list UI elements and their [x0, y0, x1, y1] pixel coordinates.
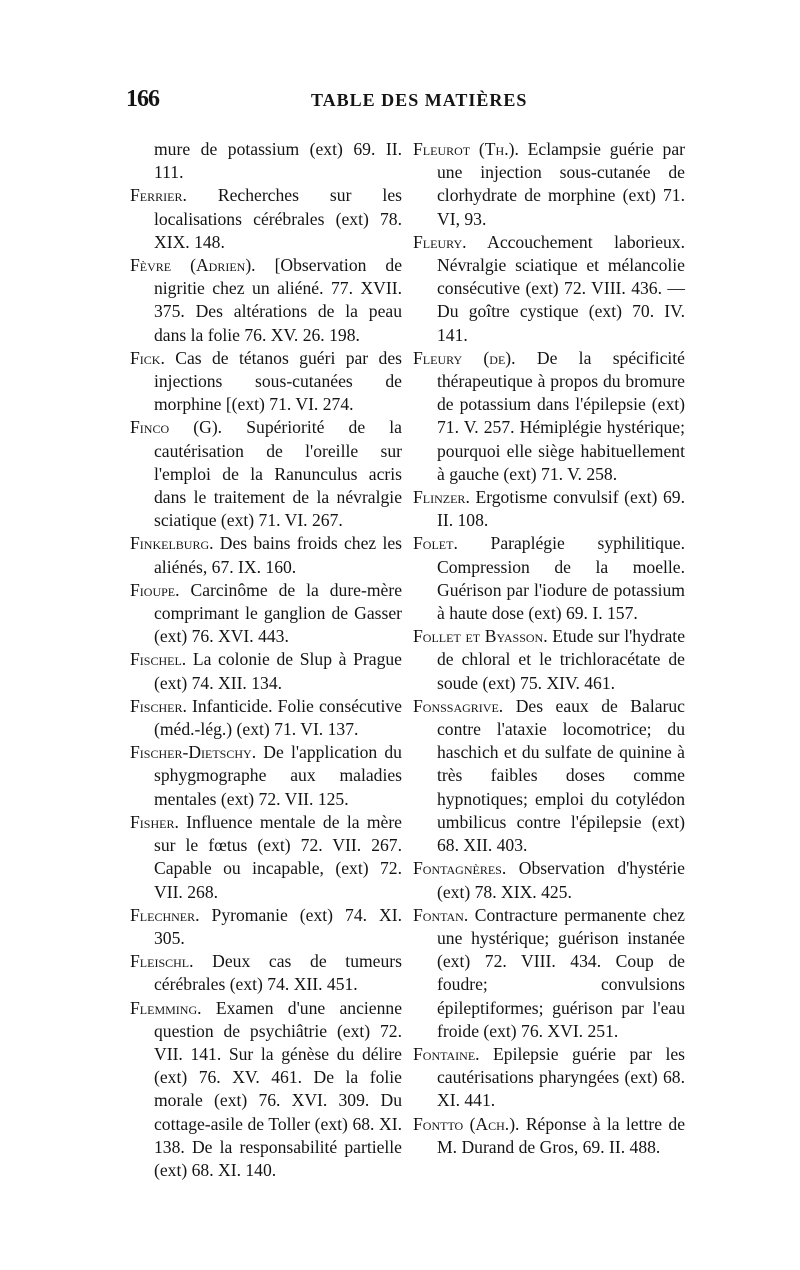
entry-text: Ergotisme convulsif (ext) 69. II. 108.: [437, 487, 685, 531]
entry-text: Observation d'hystérie (ext) 78. XIX. 425.: [437, 858, 685, 902]
index-entry: [413, 1043, 685, 1113]
entry-text: Eclampsie guérie par une injection sous-cutanée de clorhydrate de morphine (ext) 71. VI, 93.: [437, 139, 685, 229]
entry-text: Carcinôme de la dure-mère comprimant le ganglion de Gasser (ext) 76. XVI. 443.: [154, 579, 403, 647]
index-entry: [413, 138, 685, 231]
entry-author: Fleischl.: [130, 951, 194, 972]
entry-author: Follet et Byasson.: [413, 626, 548, 647]
entry-author: Finkelburg.: [130, 533, 214, 554]
right-column: [413, 138, 685, 1159]
index-entry: [130, 648, 402, 694]
entry-text: Réponse à la lettre de M. Durand de Gros, 69. II. 488.: [437, 1113, 686, 1157]
entry-text: Etude sur l'hydrate de chloral et le trichloracétate de soude (ext) 75. XIV. 461.: [437, 626, 686, 693]
entry-text: Influence mentale de la mère sur le fœtus (ext) 72. VII. 267. Capable ou incapable, (ext) 72. VII. 268.: [154, 811, 402, 902]
index-entry: [130, 695, 402, 741]
index-entry: [130, 579, 402, 649]
index-entry: [130, 741, 402, 811]
entry-author: Fontagnères.: [413, 858, 507, 879]
index-entry: [413, 625, 685, 695]
index-entry: [413, 347, 685, 486]
entry-author: Fischer.: [130, 695, 187, 716]
entry-text: mure de potassium (ext) 69. II. 111.: [154, 139, 402, 183]
entry-author: Fioupe.: [130, 579, 180, 600]
entry-author: Fontaine.: [413, 1043, 480, 1064]
entry-author: Fleury (de).: [413, 347, 516, 368]
index-entry: [130, 138, 402, 184]
page-header: [126, 86, 681, 126]
entry-author: Fontan.: [413, 904, 469, 925]
index-entry: [413, 1113, 685, 1159]
entry-author: Flinzer.: [413, 487, 470, 508]
entry-author: Fischer-Dietschy.: [130, 742, 257, 763]
index-entry: [130, 416, 402, 532]
index-entry: [413, 231, 685, 347]
index-entry: [130, 254, 402, 347]
index-entry: [413, 695, 685, 857]
entry-author: Fèvre (Adrien).: [130, 255, 256, 276]
entry-author: Fontto (Ach.).: [413, 1113, 520, 1134]
entry-text: Contracture permanente chez une hystérique; guérison instanée (ext) 72. VIII. 434. Coup de foudre; convulsions épileptiformes; guérison par l'eau froide (ext) 76. XVI. 251.: [437, 904, 685, 1041]
entry-text: Epilepsie guérie par les cautérisations pharyngées (ext) 68. XI. 441.: [437, 1043, 685, 1111]
entry-text: La colonie de Slup à Prague (ext) 74. XII. 134.: [154, 649, 402, 693]
entry-author: Ferrier.: [130, 185, 187, 206]
entry-author: Fick.: [130, 347, 165, 368]
left-column: [130, 138, 402, 1182]
entry-author: Fonssagrive.: [413, 695, 504, 716]
entry-text: Supériorité de la cautérisation de l'oreille sur l'emploi de la Ranunculus acris dans le traitement de la névralgie sciatique (ext) 71. VI. 267.: [154, 417, 402, 531]
entry-author: Fischel.: [130, 649, 187, 670]
entry-text: Des bains froids chez les aliénés, 67. IX. 160.: [154, 533, 402, 577]
entry-text: [Observation de nigritie chez un aliéné. 77. XVII. 375. Des altérations de la peau dans la folie 76. XV. 26. 198.: [154, 255, 402, 345]
entry-text: Paraplégie syphilitique. Compression de la moelle. Guérison par l'iodure de potassium à haute dose (ext) 69. I. 157.: [437, 533, 685, 624]
index-entry: [413, 857, 685, 903]
entry-text: Accouchement laborieux. Névralgie sciatique et mélancolie consécutive (ext) 72. VIII. 436. — Du goître cystique (ext) 70. IV. 141.: [437, 231, 685, 345]
entry-text: Examen d'une ancienne question de psychiâtrie (ext) 72. VII. 141. Sur la génèse du délire (ext) 76. XV. 461. De la folie morale (ext) 76. XVI. 309. Du cottage-asile de Toller (ext) 68. XI. 138. De la responsabilité partielle (ext) 68. XI. 140.: [154, 997, 403, 1180]
entry-text: Deux cas de tumeurs cérébrales (ext) 74. XII. 451.: [154, 951, 402, 995]
index-entry: [130, 811, 402, 904]
entry-text: Recherches sur les localisations cérébrales (ext) 78. XIX. 148.: [154, 185, 402, 252]
entry-author: Fisher.: [130, 811, 179, 832]
entry-author: Finco (G).: [130, 417, 223, 438]
entry-author: Folet.: [413, 533, 458, 554]
entry-author: Flemming.: [130, 997, 202, 1018]
index-entry: [130, 184, 402, 254]
entry-text: De la spécificité thérapeutique à propos du bromure de potassium dans l'épilepsie (ext) 71. V. 257. Hémiplégie hystérique; pourquoi elle siège habituellement à gauche (ext) 71. V. 258.: [437, 347, 685, 484]
index-entry: [130, 904, 402, 950]
running-title: TABLE DES MATIÈRES: [311, 90, 528, 110]
entry-text: De l'application du sphygmographe aux maladies mentales (ext) 72. VII. 125.: [154, 742, 402, 809]
entry-author: Fleury.: [413, 231, 467, 252]
index-entry: [413, 486, 685, 532]
entry-text: Des eaux de Balaruc contre l'ataxie locomotrice; du haschich et du sulfate de quinine à très faibles doses comme hypnotiques; emploi du cotylédon umbilicus contre l'épilepsie (ext) 68. XII. 403.: [437, 695, 685, 856]
entry-text: Infanticide. Folie consécutive (méd.-lég.) (ext) 71. VI. 137.: [154, 695, 402, 740]
index-entry: [413, 532, 685, 625]
entry-author: Fleurot (Th.).: [413, 139, 519, 159]
entry-author: Flechner.: [130, 904, 200, 925]
index-entry: [130, 347, 402, 417]
entry-text: Cas de tétanos guéri par des injections sous-cutanées de morphine [(ext) 71. VI. 274.: [154, 347, 402, 415]
index-entry: [130, 997, 402, 1183]
entry-text: Pyromanie (ext) 74. XI. 305.: [154, 904, 402, 948]
page-number: 166: [126, 86, 159, 112]
index-entry: [130, 950, 402, 996]
index-entry: [130, 532, 402, 578]
index-entry: [413, 904, 685, 1043]
